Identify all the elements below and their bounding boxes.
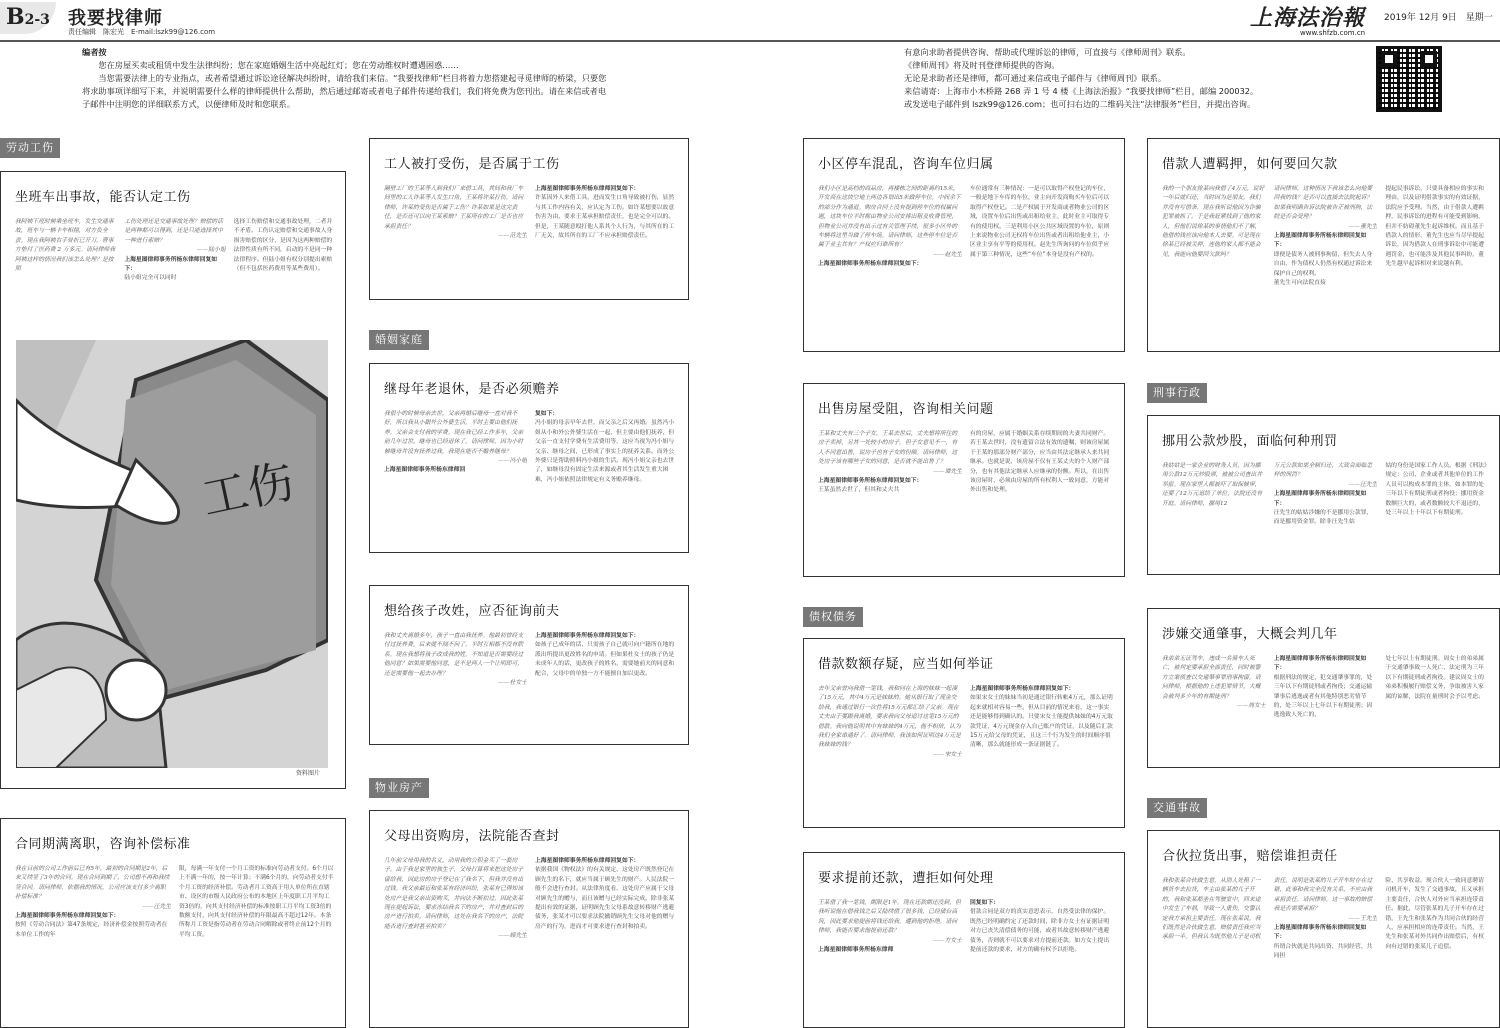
reader-signature: ——周女士 [1236, 703, 1266, 710]
article-contract-expiry [0, 818, 346, 1028]
article-title: 涉嫌交通肇事，大概会判几年 [1162, 627, 1338, 642]
image-caption: 资料图片 [296, 770, 321, 777]
lawyer-answer: 许某因外人来借工具，进而发生口角导致被打伤，显然与其工作内容有关，应认定为工伤。如许某想要以故意伤害为由，要求王某承担赔偿责任，也是完全可以的。但是，王某随意殴打他人系其个人行为，与其所在的工厂无关，故其所在的工厂不应承担赔偿责任。 [535, 195, 675, 240]
reader-question: 我姑姑是一家企业的财务人员，因为挪用公款12万元炒股票，被被公司查出并举报。现在家里人都被吓了取保候审，还要了12万元退给了单位，法院还没有开庭。请问律师，挪用12 [1162, 463, 1263, 507]
lawyer-byline: 上海星图律师事务所杨东律师回复如下： [535, 186, 640, 192]
page-section-number: 2-3 [24, 12, 50, 28]
article-column [15, 865, 171, 1019]
lawyer-byline: 上海星图律师事务所杨东律师 [818, 947, 894, 954]
article-column [970, 685, 1114, 819]
reader-question: 王某和丈夫有三个子女，王某去世后，丈夫想将所住的房子卖掉，另其一处较小的房子。但子女意见不一，有人不同意出售，说房子也有子女的份额。请问律师，这处房子该有哪些子女的同意，是否就不能出售了？ [818, 431, 958, 466]
reader-question: 我在目前的公司工作前后已有5年，最初的合同期是2年，后来又续签了3年的合同。现在合同到期了，公司想不再和我续签合同。请问律师，依据我的情况，公司应该支付多少离职补偿标准？ [15, 866, 170, 901]
reader-signature: ——王先生 [1348, 915, 1378, 922]
contact-info [904, 46, 1364, 111]
article-column [234, 218, 335, 338]
illustration-work-injury-file [16, 340, 328, 768]
lawyer-byline: 上海星图律师事务所杨东律师回复如下： [1273, 925, 1367, 941]
issue-date: 2019年 12月 9日 星期一 [1384, 13, 1493, 23]
lawyer-answer: 即便是债务人被刑事拘留，但失去人身自由，作为债权人仍然有权通过诉讼来保护自己的权利。 [1273, 251, 1373, 277]
section-label-criminal: 刑事行政 [1147, 383, 1207, 403]
lawyer-answer: 姑的身份是国家工作人员。根据《刑法》规定：公司、企业或者其他单位的工作人员可以构成本罪的主体，如本罪的处三年以下有期徒刑或者拘役；挪用资金数额巨大的，或者数额较大不退还的，处三年以上十年以下有期徒刑。 [1385, 463, 1487, 517]
article-title: 小区停车混乱，咨询车位归属 [818, 157, 994, 172]
article-title: 要求提前还款，遭拒如何处理 [818, 871, 994, 886]
reader-question: 去年父亲曾向我借一笔钱，我和同在上海的妹妹一起凑了15万元，其中4万元是妹妹的。她从银行取了现金交给我，我通过银行一次性将15万元都汇给了父亲。现在丈夫由于要跟我离婚，要求我向父母追讨这笔15万元的借款。我向他说明其中有妹妹的4万元，他不相信，认为我们全家串通好了。请问律师，我该如何证明这4万元是我妹妹的钱？ [818, 686, 961, 749]
reader-question: 万元公款如果全额归还，大致会面临怎样的刑罚？ [1273, 463, 1373, 479]
website: www.shfzb.com.cn [1300, 29, 1366, 37]
reader-question: 我的一个朋友徐某向我借了4万元，说好一年后就归还，当时因为是朋友，我们并没有写借条。现在我听说他因为诈骗犯罪被抓了，于是我赶紧找到了他的家人，但他们说徐某的事情他们不了解，他借的钱应该向他本人去要。可是现在徐某已经被关押，连他的家人都不能会见，我能向他要回欠款吗？ [1162, 186, 1265, 258]
reader-signature: ——赵先生 [933, 251, 962, 258]
article-title: 合伙拉货出事，赔偿谁担责任 [1162, 849, 1338, 864]
reader-signature: ——范先生 [498, 233, 527, 240]
article-column [535, 632, 678, 736]
contact-line-4: 来信请寄：上海市小木桥路 268 弄 1 号 4 楼《上海法治报》“我要找律师”栏目，邮编 200032。 [904, 86, 1259, 96]
article-title: 父母出资购房，法院能否查封 [384, 829, 560, 844]
reader-signature: ——谭先生 [933, 468, 962, 475]
reader-signature: ——宋女士 [933, 751, 962, 758]
editor-note [82, 46, 612, 111]
article-house-sale-blocked [803, 383, 1125, 577]
article-column [818, 899, 962, 1019]
lawyer-answer: 汪先生的姑姑涉嫌的不是挪用公款罪，而是挪用资金罪。除非汪先生姑 [1273, 510, 1373, 526]
newspaper-logo: 上海法治報 [1250, 5, 1366, 31]
article-partnership-accident [1147, 830, 1500, 1028]
lawyer-byline: 上海星图律师事务所杨东律师回复如下： [818, 261, 923, 268]
article-column [1274, 655, 1378, 759]
lawyer-byline: 回复如下： [970, 900, 999, 906]
article-column [818, 185, 962, 343]
reader-question: 请问律师，这种情况下我该怎么向他要回我的钱？是否可以直接去法院起诉？如果我明确告诉法院被告正被刑拘，法院是否会受理？ [1273, 186, 1373, 221]
article-title: 借款数额存疑，应当如何举证 [818, 657, 994, 672]
lawyer-answer: 所谓合伙就是共同出资、共同经营、共同担 [1273, 943, 1373, 960]
section-label-labor: 劳动工伤 [0, 138, 60, 158]
article-column [384, 185, 527, 291]
article-column [1162, 877, 1266, 1019]
section-label-property: 物业房产 [369, 778, 429, 798]
contact-line-2: 《律师周刊》将及时刊登律师提供的咨询。 [904, 60, 1060, 70]
article-column [384, 410, 527, 544]
editor-credit: 责任编辑 陈宏光 E-mail:lszk99@126.com [68, 28, 216, 36]
article-column [970, 185, 1114, 343]
article-detained-debtor [1147, 138, 1500, 352]
editor-note-label: 编者按 [82, 47, 107, 57]
article-column [1385, 462, 1489, 566]
qr-code-icon[interactable] [1376, 46, 1442, 112]
article-column [179, 865, 335, 1019]
reader-signature: ——杜女士 [498, 680, 527, 687]
article-stepmother-support [369, 363, 689, 553]
article-column [535, 410, 678, 544]
editor-note-p2: 当您需要法律上的专业指点，或者希望通过诉讼途径解决纠纷时，请给我们来信。“我要找律师”栏目将着力您搭建起寻觅律师的桥梁，只要您将求助事项详细写下来，并说明需要什么样的律师提供什么帮助，然后通过邮寄或者电子邮件传递给我们，我们将免费为您刊出。请在来信或者电子邮件中注明您的详细联系方式，以便律师及时和您联系。 [82, 73, 607, 109]
reader-question: 责任，说明是张某的儿子开车时存在过错，此事和我完全没有关系，不应由我承担责任。请问律师，这一事故的赔偿我是否需要承担？ [1273, 878, 1373, 913]
article-title: 合同期满离职，咨询补偿标准 [15, 837, 191, 852]
article-column [818, 685, 962, 819]
lawyer-byline: 上海星图律师事务所杨东律师回复如下： [535, 633, 640, 639]
lawyer-answer: 陆小姐完全可以同时 [124, 275, 177, 282]
lawyer-answer: 冯小姐的母亲早年去世，而父亲之后又再婚。虽然冯小姐从小和外公外婆生活在一起，但主要由他们抚养，但父亲一直支付学费有生活费用等，这应当视为冯小姐与父亲、继母之间，已形成了事实上的抚养关系。而外公外婆只是帮助照料冯小姐的生活。现冯小姐父亲也去世了，如继母没有固定生活来源或者其生活发生重大困难，冯小姐依照法律规定有义务赡养继母。 [535, 420, 675, 483]
article-loan-evidence [803, 638, 1125, 828]
lawyer-answer: 车位通常有三种情况：一是可以取得产权登记的车位，一般是地下车库的车位，业主向开发商购买车位后可以取得产权登记。二是产权属于开发商或者物业公司的区域，设置车位后出售或出租给业主，此时业主可取得专有的使用权。三是利用小区公共区域设置的车位，原则上来说物业公司无权将车位出售或者出租给他业主，小区业主享有平等的使用权。赵先生所询问的车位似乎应属于第三种情况，这些“车位”本身是没有产权的。 [970, 186, 1110, 258]
lawyer-byline: 上海星图律师事务所杨东律师回复如下： [818, 478, 923, 485]
lawyer-byline: 上海星图律师事务所杨东律师回复如下： [1273, 656, 1367, 672]
article-early-repayment [803, 852, 1125, 1028]
article-title: 挪用公款炒股，面临何种刑罚 [1162, 434, 1338, 449]
article-column [1385, 655, 1489, 759]
article-traffic-offense [1147, 608, 1500, 768]
article-title: 借款人遭羁押，如何要回欠款 [1162, 157, 1338, 172]
article-column [1162, 462, 1266, 566]
reader-question: 我和张某合伙做生意，从别人处租了一辆货车去拉货，车主由张某的儿子开的，我和张某都坐在驾驶室中，回来途中发生了车祸，导致一人重伤，交警认定我方承担主要责任。现在张某说，我们既然是合伙做生意，赔偿责任我应当承担一半。但我认为既然他儿子是司机 [1162, 878, 1261, 941]
article-embezzlement [1147, 415, 1500, 575]
reader-question: 我们小区是高档的商品房，再楼栋之间的距离约15米，开发商在这块空地上两边各划出5米做停车位，中间余下的部分作为通道。购房合同上没有提到停车位的权属问题，这块车位平时都由物业公司安排出租及收费管理，但物业公司并没有出示过有关管理手续，很多小区外的车辆将这里当做了停车场。请问律师，这些停车位是否属于业主共有？产权应归谁所有？ [818, 186, 961, 249]
lawyer-answer: 有的房屋，应属于婚姻关系存续期间的夫妻共同财产。若王某去世时，没有遗留合法有效的遗嘱，则该房屋属于王某的那部分财产部分，应当由其法定继承人来共同继承。也就是说，该房屋不仅有王某丈夫的个人财产部分，也有其他法定继承人应继承的份额。所以，在出售该房屋时，必须由房屋的所有权利人一致同意，方能对外出售和处理。 [970, 431, 1110, 494]
article-column [1162, 655, 1266, 759]
article-parent-funded-house [369, 810, 689, 1028]
article-title: 继母年老退休，是否必须赡养 [384, 382, 560, 397]
article-worker-assault [369, 138, 689, 300]
lawyer-byline: 复如下： [535, 411, 559, 417]
lawyer-answer: 险、共享收益。现合伙人一致同意聘请司机开车，发生了交通事故，且又承担主要责任，合伙人对外应当承担连带责任。据此，尽管张某的儿子开车存在过错，王先生和张某作为共同合伙的经营人，应承担相应的连带责任。当然，王先生和张某对外共同作出赔偿后，有权向有过错的张某儿子追偿。 [1385, 878, 1484, 950]
lawyer-byline: 上海星图律师事务所杨东律师回复如下： [15, 913, 120, 920]
reader-question: 隔壁工厂的王某等人到我们厂来借工具，其间和我厂车间里的工人许某等人发生口角，王某将许某打伤。请问律师，许某的受伤是否属于工伤？许某如果是这完责任，是否还可以向王某索赔？王某所在的工厂是否也应承担责任？ [384, 186, 524, 230]
article-column [1385, 877, 1489, 1019]
article-title: 工人被打受伤，是否属于工伤 [384, 157, 560, 172]
lawyer-answer: 选择工伤赔偿和交通事故处理，二者并不矛盾。工伤认定赔偿和交通事故人身损害赔偿的区分，是因为这两种赔偿的法律性质有所不同，启动的不是同一种法律程序。但陆小姐有权分别提出索赔（但不包括医药费用等某些费用）。 [233, 219, 333, 273]
lawyer-answer: 提起民事诉讼，只要具备相应的事实和理由，以及证明借款事实的有效证据，法院应予受理。当然，由于借款人遭羁押，民事诉讼的进程有可能受到影响，但并不妨碍董先生起诉维权。而且基于借款人的情形，董先生也应当尽早提起诉讼，因为借款人在刑事诉讼中可能遭遇罚金，也可能涉及其他民事纠纷，董先生越早起诉相对来说越有利。 [1385, 186, 1484, 268]
lawyer-byline: 上海星图律师事务所杨东律师回复如下： [124, 256, 218, 273]
reader-question: 我阿姨下班时候乘坐班车，发生交通事故，班车与一辆卡车相撞，对方负全责。现在我阿姨右手骨折已开刀，瞢事方垫付了医药费 2 万多元。请问律师我阿姨这样的情况我们该怎么处理？是按照 [15, 219, 116, 273]
page-letter: B [6, 4, 25, 30]
article-column [535, 185, 678, 291]
lawyer-byline: 上海星图律师事务所杨东律师回复如下： [970, 686, 1075, 692]
article-column [15, 218, 116, 338]
contact-line-3: 无论是求助者还是律师，都可通过来信或电子邮件与《律师周刊》联系。 [904, 73, 1167, 83]
reader-signature: ——汪先生 [142, 903, 171, 910]
reader-question: 王某借了我一笔钱，期限是1年。现在还款期还没到，但我听说他在借我钱之后又陆续借了很多钱，已经债台高筑，因此要求他提前将钱还给我，遭到他的拒绝。请问律师，我能否要求他提前还款？ [818, 900, 961, 935]
section-label-traffic: 交通事故 [1147, 798, 1207, 818]
lawyer-answer: 如孩子已成年的话，只需孩子自己就可向户籍所在地的派出所提出更改姓名的申请。但如果杜女士的孩子仍是未成年人的话，更改孩子的姓名，需要她前夫的同意和配合，父母中的单独一方不能擅自加以更改。 [535, 642, 675, 677]
reader-signature: ——陆小姐 [196, 247, 226, 254]
lawyer-answer: 按照《劳动合同法》第47条规定，经济补偿金按照劳动者在本单位工作的年 [15, 922, 168, 938]
article-title: 出售房屋受阻，咨询相关问题 [818, 402, 994, 417]
lawyer-byline: 上海星图律师事务所杨东律师回复如下： [535, 858, 640, 864]
reader-question: 我弟弟无证驾车，违成一名骑车人死亡，被判定要承担全部责任，同时被警方立案侦查以交通肇事罪刑事拘留。请问律师，根据他的上述犯罪情节，大概会被判多少年的有期徒刑？ [1162, 656, 1261, 700]
lawyer-byline: 上海星图律师事务所杨东律师回 [384, 467, 466, 474]
article-column [535, 857, 678, 1019]
article-column [384, 632, 527, 736]
lawyer-answer: 借款合同是双方的真实意思表示，自然受法律的保护。既然已经明确约定了还款时间，除非方女士有证据证明对方已丧失清偿债务的可能，或者其故意转移财产逃避债务，否则就不可以要求对方提前还款。如方女士提出提前还款的要求，对方的确有权予以拒绝。 [970, 909, 1110, 954]
lawyer-answer: 处七年以上有期徒刑。周女士的弟弟属于交通肇事致一人死亡，法定刑为三年以下有期徒刑或者拘役。建议周女士的弟弟积极履行赔偿义务，争取被害人家属的谅解，法院在量刑时会予以考虑。 [1385, 656, 1484, 700]
article-column [1274, 185, 1378, 343]
lawyer-answer: 如果宋女士的妹妹当初是通过银行转帐4万元，那么证明起来就相对容易一些。但从目前的情况来看，这一事实还是能够得到确认的。只要宋女士能提供妹妹的4万元取款凭证，4万元现金存入自己账户的凭证，以及随后汇款15万元给父母的凭证，且这三个行为发生的时间顺序很清晰，那么就能形成一条证据链了。 [970, 695, 1113, 749]
reader-question: 几年前父母用我的名义，动用我的公积金买了一套房子。由于我是家里的独生子，父母打算将来把这处房子留给我，因此房的房子登记在了我名下，但我并没有出过钱。我父亲最近和张某有经济纠纷，张某有已得知该处房产是我父亲出资购买，并向法不断扣过，因此张某现在提起诉讼，要求冻结我名下的房产，并对查封后的房产进行拍卖。请问律师，这处在我名下的房产，法院能否进行查封甚至拍卖？ [384, 858, 524, 930]
article-column [1274, 462, 1378, 566]
section-label-debt: 债权债务 [803, 607, 863, 627]
article-column [1385, 185, 1489, 343]
article-column [1274, 877, 1378, 1019]
contact-line-5: 或发送电子邮件到 lszk99@126.com；也可扫右边的二维码关注“法律服务”栏目，并提出咨询。 [904, 99, 1256, 109]
lawyer-answer: 根据刑法的规定，犯交通肇事罪的，处三年以下有期徒刑或者拘役；交通运输肇事后逃逸或者有其他特别恶劣情节的，处三年以上七年以下有期徒刑；因逃逸致人死亡的， [1273, 674, 1373, 719]
section-label-marriage: 婚姻家庭 [369, 330, 429, 350]
reader-question: 我和丈夫离婚多年，孩子一直由我抚养。他最初曾经支付过抚养费，后来就不闻不问了，平时互相都不没有联系。现在我想将孩子改成我的姓，不知道是否需要经过他同意？如果需要他同意，是不是两人一个让明即可，还是需要他一起去办理？ [384, 633, 524, 677]
article-column [970, 430, 1114, 568]
article-column [124, 218, 225, 338]
reader-question: 工伤处理还是交通事故处理？赔偿的话是两种都可以得到，还是只能选择其中一种进行索赔？ [124, 219, 223, 244]
article-parking-ownership [803, 138, 1125, 352]
reader-signature: ——冯小姐 [498, 458, 527, 465]
reader-signature: ——方女士 [933, 937, 962, 944]
article-child-surname [369, 585, 689, 745]
lawyer-answer: 王某虽然去世了，但其和丈夫共 [818, 487, 900, 494]
editor-note-p1: 您在房屋买卖或租赁中发生法律纠纷；您在家庭婚姻生活中亮起红灯；您在劳动维权时遭遇困惑…… [98, 60, 459, 70]
contact-line-1: 有意向求助者提供咨询、帮助或代理诉讼的律师，可直接与《律师周刊》联系。 [904, 47, 1191, 57]
column-title: 我要找律师 [68, 8, 163, 29]
reader-question: 我很小的时候母亲去世，父亲再婚后继母一直对我不好，所以我从小跟外公外婆生活，平时主要由他们抚养。父亲会支付我的学费。现在我已经工作多年，父亲前几年过世，继母也已经退休了。请问律师，因为小时候继母并没有抚养过我，我现在能否不赡养继母？ [384, 411, 524, 455]
lawyer-answer: 董先生可向法院直接 [1273, 280, 1326, 287]
illustration-label: 工伤 [197, 453, 299, 526]
reader-signature: ——顾先生 [498, 933, 527, 940]
reader-signature: ——汪先生 [1348, 481, 1378, 488]
lawyer-byline: 上海星图律师事务所杨东律师回复如下： [1273, 491, 1367, 507]
lawyer-byline: 上海星图律师事务所杨东律师回复如下： [1273, 233, 1367, 249]
article-title: 想给孩子改姓，应否征询前夫 [384, 604, 560, 619]
article-column [818, 430, 962, 568]
article-column [384, 857, 527, 1019]
reader-signature: ——董先生 [1348, 223, 1378, 230]
lawyer-answer: 限，每满一年支付一个月工资的标准向劳动者支付。6个月以上不满一年的，按一年计算；不满6个月的，向劳动者支付半个月工资的经济补偿。劳动者月工资高于用人单位所在直辖市、设区的市级人民政府公布的本地区上年度职工月平均工资3倍的，向其支付经济补偿的标准按职工月平均工资3倍的数额支付，向其支付经济补偿的年限最高不超过12年。本条所称月工资是指劳动者在劳动合同解除或者终止前12个月的平均工资。 [179, 866, 334, 938]
article-column [1162, 185, 1266, 343]
article-title: 坐班车出事故，能否认定工伤 [15, 190, 191, 205]
lawyer-answer: 依据我国《物权法》的有关规定，这处房产既然登记在顾先生的名下，就应当属于顾先生的财产。人民法院一般不会进行查封。从法律角度看，这处房产应属于父母对顾先生的赠与，而且该赠与已经实际完成。除非张某提出有效的证据，证明顾先生父母系故意转移财产逃避债务，张某才可以要求法院撤销顾先生父母对他的赠与房产的行为，进而才可要求进行查封和拍卖。 [535, 867, 675, 930]
article-column [970, 899, 1114, 1019]
